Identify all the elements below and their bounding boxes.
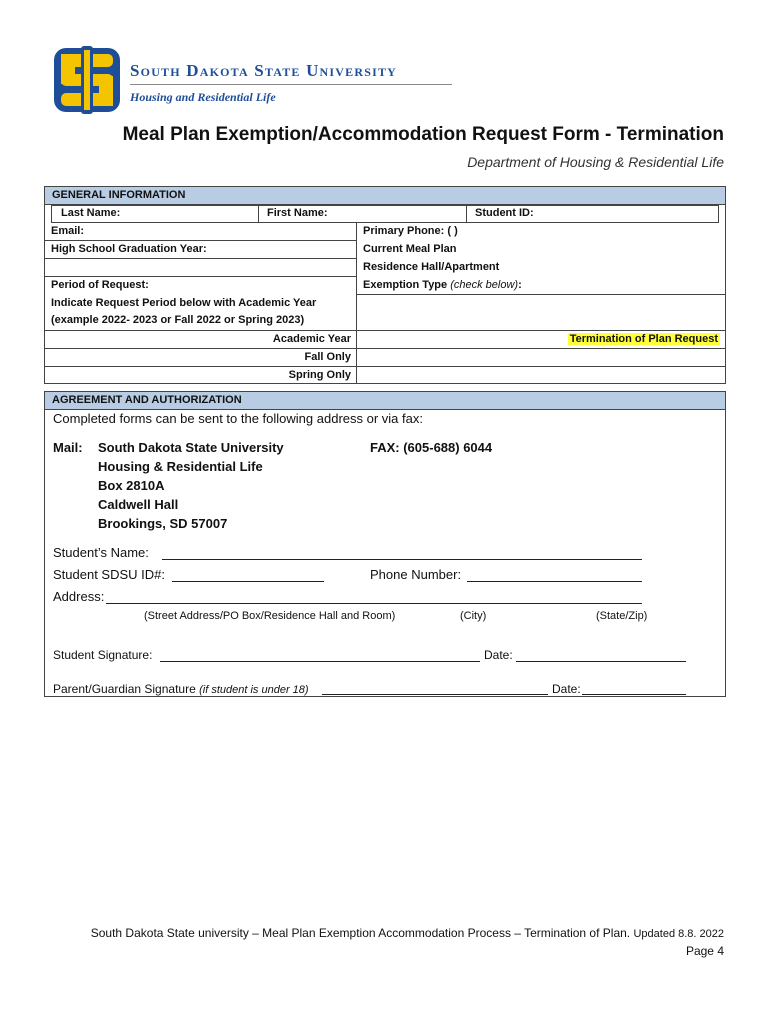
footer-line: South Dakota State university – Meal Plan Exemption Accommodation Process – Termination of Plan. — [90, 926, 631, 940]
student-name-label: Student’s Name: — [53, 545, 149, 560]
parent-signature-note: (if student is under 18) — [199, 684, 309, 696]
phone-number-label: Phone Number: — [370, 567, 462, 582]
footer-updated: Updated 8.8. 2022 — [633, 928, 724, 940]
student-id-field[interactable]: Student ID: — [475, 207, 534, 219]
student-signature-line[interactable] — [160, 661, 480, 662]
form-title: Meal Plan Exemption/Accommodation Request Form - Termination — [122, 124, 724, 145]
general-information-heading: GENERAL INFORMATION — [45, 187, 725, 205]
agreement-intro: Completed forms can be sent to the following address or via fax: — [53, 411, 423, 426]
exemption-type-text: Exemption Type — [363, 279, 448, 291]
parent-date-label: Date: — [552, 682, 581, 696]
indicate-period-instruction: Indicate Request Period below with Academic Year — [51, 297, 317, 309]
phone-number-line[interactable] — [467, 581, 642, 582]
mail-address-line-2: Housing & Residential Life — [98, 459, 263, 474]
header-divider — [130, 84, 452, 85]
spring-only-option[interactable]: Spring Only — [288, 369, 351, 381]
current-meal-plan-field[interactable]: Current Meal Plan — [363, 243, 457, 255]
general-information-section — [44, 186, 726, 384]
fall-only-option[interactable]: Fall Only — [304, 351, 351, 363]
student-id-line[interactable] — [172, 581, 324, 582]
footer-text — [91, 926, 724, 940]
student-signature-label: Student Signature: — [53, 648, 153, 662]
academic-year-option[interactable]: Academic Year — [272, 333, 351, 345]
last-name-field[interactable]: Last Name: — [61, 207, 121, 219]
first-name-field[interactable]: First Name: — [267, 207, 328, 219]
exemption-type-note: (check below) — [450, 279, 519, 291]
address-line[interactable] — [106, 603, 642, 604]
termination-option[interactable] — [357, 331, 725, 348]
termination-highlight: Termination of Plan Request — [569, 333, 718, 345]
mail-address-line-4: Caldwell Hall — [98, 497, 179, 512]
sdsu-logo-icon — [52, 44, 122, 116]
page-number: Page 4 — [685, 944, 724, 958]
primary-phone-field[interactable]: Primary Phone: ( ) — [363, 225, 458, 237]
exemption-type-colon: : — [518, 279, 522, 291]
university-name: South Dakota State University — [130, 61, 398, 80]
email-field[interactable]: Email: — [51, 225, 85, 237]
department-name: Housing and Residential Life — [130, 90, 276, 104]
mail-address-line-3: Box 2810A — [98, 478, 165, 493]
address-label: Address: — [53, 589, 105, 604]
student-name-line[interactable] — [162, 559, 642, 560]
agreement-heading: AGREEMENT AND AUTHORIZATION — [45, 392, 725, 410]
exemption-type-label — [357, 277, 522, 294]
parent-signature-text: Parent/Guardian Signature — [53, 682, 196, 696]
mail-address-line-1: South Dakota State University — [98, 440, 284, 455]
parent-signature-line[interactable] — [322, 694, 548, 695]
student-date-label: Date: — [484, 648, 513, 662]
form-subtitle: Department of Housing & Residential Life — [467, 154, 724, 170]
parent-signature-label — [53, 682, 309, 696]
hs-graduation-year-field[interactable]: High School Graduation Year: — [51, 243, 207, 255]
fax-number: FAX: (605-688) 6044 — [370, 440, 493, 455]
period-example: (example 2022- 2023 or Fall 2022 or Spring 2023) — [51, 314, 305, 326]
residence-hall-field[interactable]: Residence Hall/Apartment — [363, 261, 500, 273]
parent-date-line[interactable] — [582, 694, 686, 695]
period-of-request-label: Period of Request: — [51, 279, 149, 291]
mail-address-line-5: Brookings, SD 57007 — [98, 516, 228, 531]
mail-label: Mail: — [53, 440, 83, 455]
address-hint-state: (State/Zip) — [596, 610, 648, 622]
student-date-line[interactable] — [516, 661, 686, 662]
address-hint-street: (Street Address/PO Box/Residence Hall and Room) — [144, 610, 396, 622]
address-hint-city: (City) — [460, 610, 487, 622]
student-id-label: Student SDSU ID#: — [53, 567, 165, 582]
